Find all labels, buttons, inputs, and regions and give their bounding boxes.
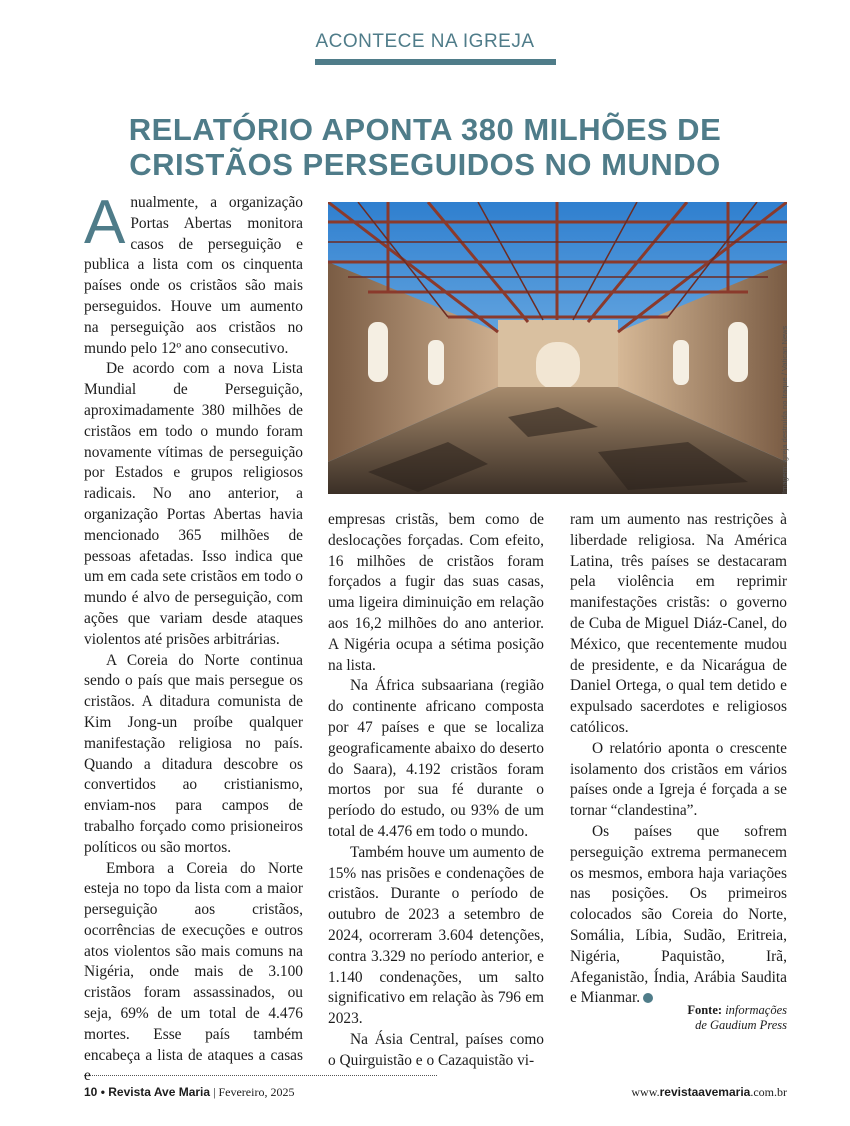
page-number: 10 [84, 1085, 98, 1099]
footer-separator: | [213, 1085, 216, 1099]
paragraph: De acordo com a nova Lista Mundial de Perseguição, aproximadamente 380 milhões de cristãos em todo o mundo foram novamente vítimas de perseguição por Estados e grupos religiosos radicais. No ano anterior, a organização Portas Abertas havia mencionado 365 milhões de pessoas afetadas. Isso indica que um em cada sete cristãos em todo o mundo é alvo de perseguição, com ações que variam desde ataques violentos até prisões arbitrárias. [84, 360, 303, 648]
source-text-1: informações [725, 1003, 787, 1017]
paragraph: Na Ásia Central, países como o Quirguistão e o Cazaquistão vi- [328, 1030, 544, 1069]
source-label: Fonte: [687, 1003, 723, 1017]
issue-date: Fevereiro, 2025 [218, 1085, 295, 1099]
destroyed-church-image [328, 202, 787, 494]
footer-website[interactable]: www.revistaavemaria.com.br [631, 1085, 787, 1099]
paragraph: empresas cristãs, bem como de deslocações forçadas. Com efeito, 16 milhões de cristãos foram forçados a fugir das suas casas, uma ligeira diminuição em relação aos 16,2 milhões do ano anterior. A Nigéria ocupa a sétima posição na lista. [328, 511, 544, 674]
paragraph: Embora a Coreia do Norte esteja no topo da lista com a maior perseguição aos cristãos, ocorrências de execuções e outros atos violentos são mais comuns na Nigéria, onde mais de 3.100 cristãos foram assassinados, ou seja, 69% de um total de 4.476 mortes. Esse país também encabeça a lista de ataques a casas e [84, 859, 303, 1085]
drop-cap: A [84, 188, 126, 257]
paragraph: Na África subsaariana (região do continente africano composta por 47 países e que se localiza geograficamente abaixo do deserto do Saara), 4.192 cristãos foram mortos por sua fé durante o período do estudo, ou 93% de um total de 4.476 em todo o mundo. [328, 677, 544, 840]
paragraph: A Coreia do Norte continua sendo o país que mais persegue os cristãos. A ditadura comunista de Kim Jong-un proíbe qualquer manifestação religiosa no país. Quando a ditadura descobre os convertidos ao cristianismo, enviam-nos para campos de trabalho forçado como prisioneiros políticos ou são mortos. [84, 651, 303, 856]
paragraph: ram um aumento nas restrições à liberdade religiosa. Na América Latina, três países se destacaram pela violência em reprimir manifestações cristãs: o governo de Cuba de Miguel Diáz-Canel, do México, que recentemente mudou de presidente, e da Nicarágua de Daniel Ortega, o qual tem detido e expulsado sacerdotes e religiosos católicos. [570, 511, 787, 736]
article-column-3 [570, 510, 787, 1009]
headline-line-2: CRISTÃOS PERSEGUIDOS NO MUNDO [129, 147, 721, 182]
footer-divider [84, 1075, 437, 1076]
article-headline [60, 112, 790, 182]
headline-line-1: RELATÓRIO APONTA 380 MILHÕES DE [128, 112, 722, 147]
source-text-2: de Gaudium Press [695, 1018, 787, 1032]
section-underline [315, 59, 556, 65]
magazine-name: Revista Ave Maria [108, 1085, 211, 1099]
paragraph: Também houve um aumento de 15% nas prisões e condenações de cristãos. Durante o período de outubro de 2023 a setembro de 2024, ocorreram 3.604 detenções, contra 3.329 no período anterior, e 1.140 condenações, um salto significativo em relação às 796 em 2023. [328, 843, 544, 1028]
footer-page-info: 10 • Revista Ave Maria | Fevereiro, 2025 [84, 1085, 295, 1099]
photo-credit: Imagem: igreja destruída no Iraque / Vatican News [780, 325, 789, 494]
article-column-1 [84, 188, 303, 1087]
article-source [587, 1003, 787, 1033]
section-label: ACONTECE NA IGREJA [315, 31, 535, 52]
website-name: revistaavemaria [659, 1085, 751, 1099]
end-of-article-bullet-icon [643, 993, 653, 1003]
article-column-2 [328, 510, 544, 1072]
paragraph: Os países que sofrem perseguição extrema permanecem os mesmos, embora haja variações nas posições. Os primeiros colocados são Coreia do Norte, Somália, Líbia, Sudão, Eritreia, Nigéria, Paquistão, Irã, Afeganistão, Índia, Arábia Saudita e Mianmar. [570, 822, 787, 1007]
paragraph: Anualmente, a organização Portas Abertas monitora casos de perseguição e publica a lista com os cinquenta países onde os cristãos são mais perseguidos. Houve um aumento na perseguição aos cristãos no mundo pelo 12º ano consecutivo. [84, 188, 303, 357]
paragraph: O relatório aponta o crescente isolamento dos cristãos em vários países onde a Igreja é forçada a se tornar “clandestina”. [570, 739, 787, 820]
article-photo [328, 202, 787, 494]
